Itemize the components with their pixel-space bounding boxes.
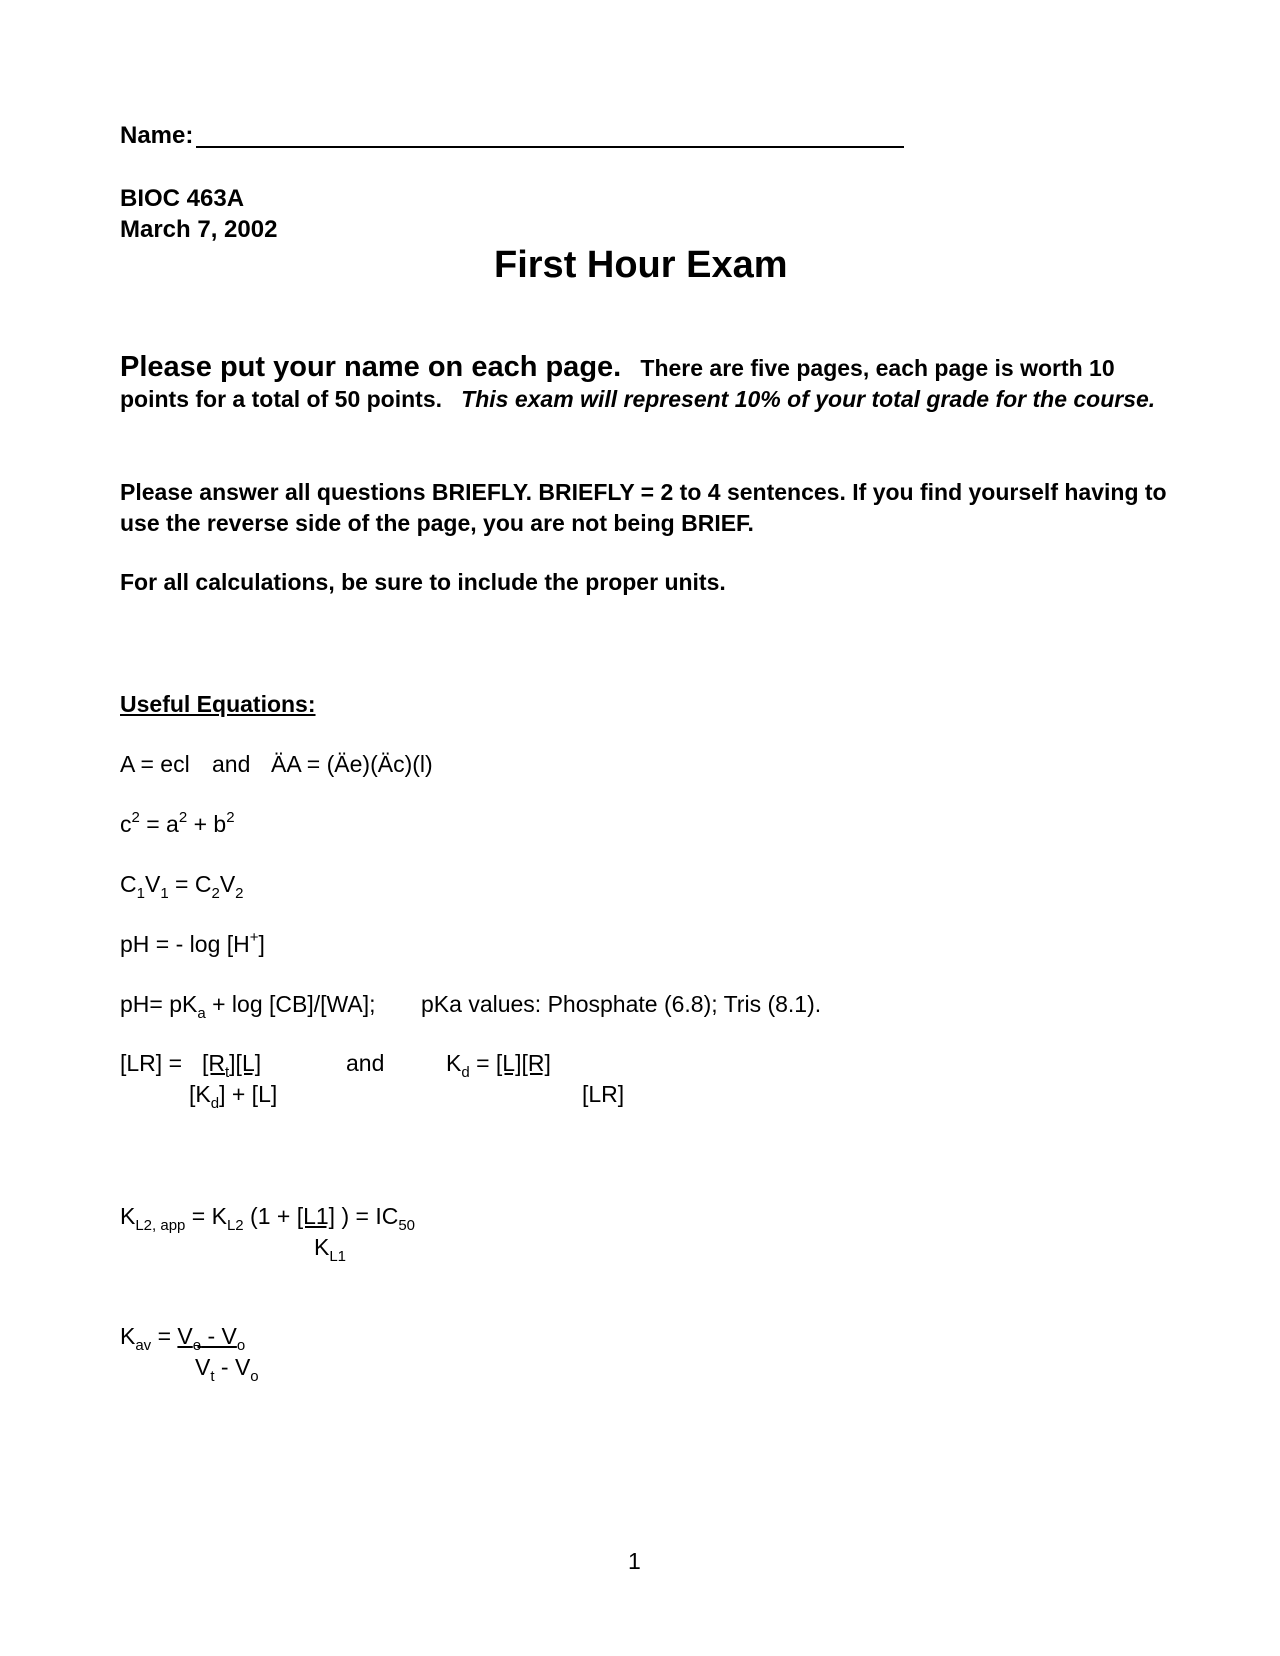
course-code: BIOC 463A: [120, 185, 245, 212]
beer-lambert-equation: [120, 751, 190, 778]
pyth-exp-b: 2: [226, 809, 235, 826]
pages-info: There are five pages, each page is worth 10 points for a total of 50 points.: [120, 355, 1115, 412]
kl-close: ) = IC: [335, 1203, 399, 1229]
kav-sub: av: [135, 1337, 152, 1354]
kl-denominator: [314, 1234, 347, 1265]
lr-den-sub: d: [210, 1095, 220, 1112]
hh-right: + log [CB]/[WA];: [205, 991, 376, 1017]
ph-close: ]: [258, 931, 265, 957]
kd-numerator: [L][R]: [495, 1050, 551, 1076]
lr-left: [LR] =: [120, 1050, 183, 1076]
and-label: and: [212, 751, 251, 777]
exam-date: March 7, 2002: [120, 216, 278, 243]
kav-den-a: V: [195, 1354, 211, 1380]
dil-eq: = C: [168, 871, 212, 897]
ph-plus: +: [249, 929, 259, 946]
kl-den-sub: L1: [329, 1248, 347, 1265]
pyth-a: = a: [139, 811, 179, 837]
lr-num-sub: t: [225, 1064, 230, 1081]
lr-denominator: [189, 1081, 278, 1112]
equations-heading: Useful Equations:: [120, 691, 316, 717]
kav-denominator: [195, 1354, 259, 1385]
kav-eq: =: [151, 1323, 178, 1349]
brief-instructions: Please answer all questions BRIEFLY. BRIEFLY = 2 to 4 sentences. If you find yourself having to use the reverse side of the page, you are not being BRIEF.: [120, 479, 1167, 536]
name-request: Please put your name on each page.: [120, 351, 622, 383]
lr-den-b: ] + [L]: [219, 1081, 278, 1107]
pythagorean-equation: [120, 811, 235, 838]
kl-sub-l2: L2: [226, 1217, 244, 1234]
kl-app-equation: [120, 1203, 416, 1234]
kav-equation: [120, 1323, 246, 1354]
pyth-c: c: [120, 811, 132, 837]
dil-sub-1b: 1: [160, 885, 169, 902]
pka-values: pKa values: Phosphate (6.8); Tris (8.1).: [421, 991, 822, 1017]
kl-k: K: [120, 1203, 136, 1229]
lr-den-a: [K: [189, 1081, 211, 1107]
ph-def: pH = - log [H: [120, 931, 250, 957]
kd-eq: =: [469, 1050, 496, 1076]
kav-k: K: [120, 1323, 136, 1349]
dil-sub-2: 2: [211, 885, 220, 902]
kl-paren: (1 +: [243, 1203, 297, 1229]
kav-numerator: [177, 1323, 246, 1354]
dil-v: V: [144, 871, 161, 897]
kl-eq: = K: [185, 1203, 227, 1229]
kav-den-sub-t: t: [210, 1368, 215, 1385]
pyth-exp-a: 2: [178, 809, 188, 826]
kav-num-sub-o: o: [236, 1337, 246, 1354]
units-instructions: For all calculations, be sure to include the proper units.: [120, 569, 726, 595]
ph-equation: [120, 931, 265, 958]
hh-sub-a: a: [197, 1005, 206, 1022]
name-blank-line[interactable]: [196, 146, 904, 148]
kd-sub: d: [461, 1064, 470, 1081]
hh-left: pH= pK: [120, 991, 198, 1017]
lr-num-b: ][L]: [229, 1050, 262, 1076]
lr-num-a: [R: [202, 1050, 225, 1076]
dilution-equation: [120, 871, 244, 902]
kd-equation: [446, 1050, 551, 1081]
kav-den-b: - V: [214, 1354, 251, 1380]
kd-k: K: [446, 1050, 462, 1076]
kav-num-b: - V: [201, 1323, 237, 1349]
dil-sub-1: 1: [136, 885, 145, 902]
page-number: 1: [628, 1548, 641, 1574]
kav-num-sub-e: e: [192, 1337, 202, 1354]
page-title: First Hour Exam: [494, 244, 788, 286]
kav-den-sub-o: o: [250, 1368, 259, 1385]
kl-den-k: K: [314, 1234, 330, 1260]
pyth-b: + b: [187, 811, 227, 837]
beer-lambert-text: A = ecl: [120, 751, 190, 777]
kl-sub-app: L2, app: [135, 1217, 186, 1234]
dil-v2: V: [219, 871, 236, 897]
grade-note: This exam will represent 10% of your total grade for the course.: [461, 386, 1156, 412]
pyth-exp-c: 2: [131, 809, 140, 826]
kd-denominator: [LR]: [582, 1081, 625, 1107]
and-label-2: and: [346, 1050, 385, 1076]
lr-numerator: [202, 1050, 262, 1081]
dil-c: C: [120, 871, 137, 897]
delta-absorbance-equation: ÄA = (Äe)(Äc)(l): [271, 751, 433, 777]
kav-num-a: V: [177, 1323, 193, 1349]
dil-sub-2b: 2: [235, 885, 244, 902]
name-label: Name:: [120, 122, 194, 149]
kl-sub-50: 50: [398, 1217, 416, 1234]
henderson-hasselbalch-equation: [120, 991, 376, 1022]
instructions-paragraph: [120, 352, 1180, 415]
kl-numerator: [L1]: [296, 1203, 336, 1229]
